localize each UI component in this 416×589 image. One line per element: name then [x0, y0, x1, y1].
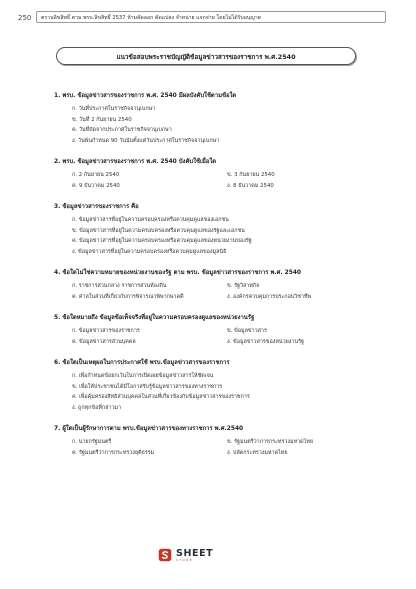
answer-option: ง. ถูกทุกข้อที่กล่าวมา — [72, 404, 122, 411]
answer-option: ง. 8 ธันวาคม 2540 — [227, 182, 274, 189]
question-list — [54, 92, 374, 470]
answer-option: ก. 2 กันยายน 2540 — [72, 172, 120, 178]
question-text: 2. พรบ. ข้อมูลข่าวสารของราชการ พ.ศ. 2540 บังคับใช้เมื่อใด — [54, 159, 217, 165]
logo-text: SHEET — [176, 547, 214, 559]
question-text: 6. ข้อใดเป็นเหตุผลในการประกาศใช้ พรบ.ข้อมูลข่าวสารของราชการ — [54, 360, 230, 366]
answer-option: ค. รัฐมนตรีว่าการกระทรวงยุติธรรม — [72, 449, 155, 456]
answer-option: ก. ราชการส่วนกลาง ราชการส่วนท้องถิ่น — [72, 283, 167, 289]
answer-option: ข. เพื่อให้ประชาชนได้มีโอกาสรับรู้ข้อมูลข่าวสารของทางราชการ — [72, 383, 223, 390]
answer-option: ก. นายกรัฐมนตรี — [72, 439, 112, 445]
page-number: 250 — [18, 14, 32, 22]
logo-subtext: STORE — [176, 557, 194, 562]
question-text: 1. พรบ. ข้อมูลข่าวสารของราชการ พ.ศ. 2540 มีผลบังคับใช้ตามข้อใด — [54, 93, 237, 99]
answer-option: ง. ข้อมูลข่าวสารของหน่วยงานรัฐ — [227, 338, 304, 345]
answer-option: ง. ปลัดกระทรวงมหาดไทย — [227, 449, 288, 456]
answer-options — [54, 437, 374, 458]
answer-option: ง. องค์กรควบคุมการประกอบวิชาชีพ — [227, 293, 312, 300]
question-item — [54, 158, 374, 191]
logo-s-icon — [158, 548, 172, 562]
answer-option: ก. ข้อมูลข่าวสารที่อยู่ในความครอบครองหรือควบคุมดูแลของเอกชน — [72, 217, 229, 223]
answer-options — [54, 215, 374, 257]
sheet-store-logo — [158, 548, 213, 562]
answer-option: ง. วันพ้นกำหนด 90 วันนับตั้งแต่วันประกาศในราชกิจจานุเบกษา — [72, 137, 220, 144]
answer-option: ข. ข้อมูลข่าวสารที่อยู่ในความครอบครองหรือควบคุมดูแลของรัฐและเอกชน — [72, 227, 245, 234]
answer-option: ข. รัฐวิสาหกิจ — [227, 283, 260, 289]
question-text: 4. ข้อใดไม่ใช่ความหมายของหน่วยงานของรัฐ ตาม พรบ. ข้อมูลข่าวสารของราชการ พ.ศ. 2540 — [54, 270, 302, 276]
answer-options — [54, 104, 374, 146]
question-text: 3. ข้อมูลข่าวสารของราชการ คือ — [54, 204, 139, 210]
answer-options — [54, 281, 374, 302]
answer-option: ง. ข้อมูลข่าวสารที่อยู่ในความครอบครองหรือควบคุมดูแลของมูลนิธิ — [72, 248, 227, 255]
answer-options — [54, 371, 374, 413]
answer-option: ข. รัฐมนตรีว่าการกระทรวงมหาดไทย — [227, 439, 314, 445]
answer-option: ก. ข้อมูลข่าวสารของราชการ — [72, 328, 140, 334]
question-text: 7. ผู้ใดเป็นผู้รักษาการตาม พรบ.ข้อมูลข่าวสารของทางราชการ พ.ศ.2540 — [54, 426, 244, 432]
answer-option: ค. วันที่ถัดจากประกาศในราชกิจจานุเบกษา — [72, 127, 172, 133]
answer-options — [54, 170, 374, 191]
answer-option: ค. เพื่อคุ้มครองสิทธิส่วนบุคคลในส่วนที่เกี่ยวข้องกับข้อมูลข่าวสารของราชการ — [72, 394, 250, 400]
answer-option: ค. ศาลในส่วนที่เกี่ยวกับการพิจารณาพิพากษาคดี — [72, 293, 184, 300]
question-text: 5. ข้อใดหมายถึง ข้อมูลข้อเท็จจริงที่อยู่ในความครอบครองดูแลของหน่วยงานรัฐ — [54, 315, 255, 321]
answer-option: ค. 9 ธันวาคม 2540 — [72, 182, 120, 189]
answer-option: ข. ข้อมูลข่าวสาร — [227, 328, 267, 334]
copyright-notice: ตรวนลิขสิทธิ์ ตาม พรบ.ลิขสิทธิ์ 2537 ห้ามคัดลอก คัดแปลง จำหน่าย แจกจ่าย โดยไม่ได้รับอนุญาต — [36, 11, 386, 23]
answer-option: ค. ข้อมูลข่าวสารส่วนบุคคล — [72, 338, 136, 345]
question-item — [54, 92, 374, 146]
question-item — [54, 359, 374, 413]
answer-options — [54, 326, 374, 347]
answer-option: ก. เพื่อกำหนดข้อยกเว้นในการเปิดเผยข้อมูลข่าวสารให้ชัดเจน — [72, 373, 214, 379]
answer-option: ค. ข้อมูลข่าวสารที่อยู่ในความครอบครองหรือควบคุมดูแลของหน่วยงานของรัฐ — [72, 238, 252, 244]
question-item — [54, 269, 374, 302]
answer-option: ก. วันที่ประกาศในราชกิจจานุเบกษา — [72, 106, 156, 112]
question-item — [54, 314, 374, 347]
answer-option: ข. 3 กันยายน 2540 — [227, 172, 275, 178]
answer-option: ข. วันที่ 2 กันยายน 2540 — [72, 116, 132, 123]
question-item — [54, 425, 374, 458]
question-item — [54, 203, 374, 257]
page-title: แนวข้อสอบพระราชบัญญัติข้อมูลข่าวสารของราชการ พ.ศ.2540 — [56, 47, 356, 65]
